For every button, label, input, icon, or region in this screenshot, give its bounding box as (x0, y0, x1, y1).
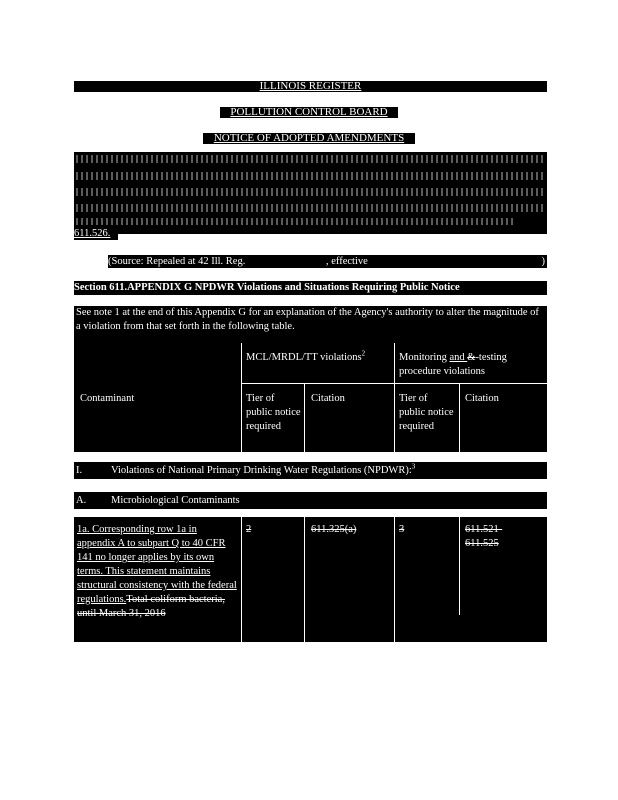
col-divider (304, 383, 305, 452)
illegible-line (76, 155, 544, 163)
col-divider (241, 343, 242, 452)
row-1a-tier-2: 3 (399, 524, 405, 535)
notice-title: NOTICE OF ADOPTED AMENDMENTS (203, 133, 415, 144)
col-divider (459, 383, 460, 452)
row-violations-npdwr: I. Violations of National Primary Drinking Water Regulations (NPDWR):$^3$ (74, 462, 547, 479)
row-1a-citation-2: 611.521-611.525 (465, 524, 503, 549)
row-1a-tier: 2 (246, 524, 252, 535)
col-divider (394, 517, 395, 642)
intro-paragraph (74, 152, 547, 234)
register-title: ILLINOIS REGISTER (74, 81, 547, 92)
section-title: Section 611.APPENDIX G NPDWR Violations and Situations Requiring Public Notice (74, 281, 547, 295)
col-tier: Tier of public notice required (246, 393, 301, 432)
board-title: POLLUTION CONTROL BOARD (220, 107, 398, 118)
illegible-line (76, 172, 544, 180)
intro-end: 611.526. (74, 227, 118, 240)
group-monitoring-header: Monitoring and &-testing procedure violations (399, 352, 507, 377)
illegible-line (76, 218, 516, 225)
illegible-line (76, 188, 544, 196)
col-divider (241, 517, 242, 642)
row-1a-contaminant: 1a. Corresponding row 1a in appendix A to subpart Q to 40 CFR 141 no longer applies by its own terms. This statement maintains structural consistency with the federal regulations.Total coliform bacteria, until March 31, 2016 (77, 524, 237, 619)
col-divider (394, 343, 395, 452)
col-citation: Citation (311, 393, 345, 404)
table-header (74, 343, 547, 452)
note-paragraph: See note 1 at the end of this Appendix G for an explanation of the Agency's authority to alter the magnitude of a violation from that set forth in the following table. (74, 306, 547, 343)
row-1a-citation: 611.325(a) (311, 524, 357, 535)
illegible-line (76, 204, 544, 212)
row-1a (74, 517, 547, 642)
col-divider (304, 517, 305, 642)
col-divider (459, 517, 460, 615)
col-tier-2: Tier of public notice required (399, 393, 454, 432)
row-microbiological: A. Microbiological Contaminants (74, 492, 547, 509)
col-contaminant: Contaminant (80, 393, 135, 404)
group-mcl-header: MCL/MRDL/TT violations$^2$ (246, 349, 366, 363)
source-line: (Source: Repealed at 42 Ill. Reg. , effective ) (108, 256, 545, 267)
col-citation-2: Citation (465, 393, 499, 404)
